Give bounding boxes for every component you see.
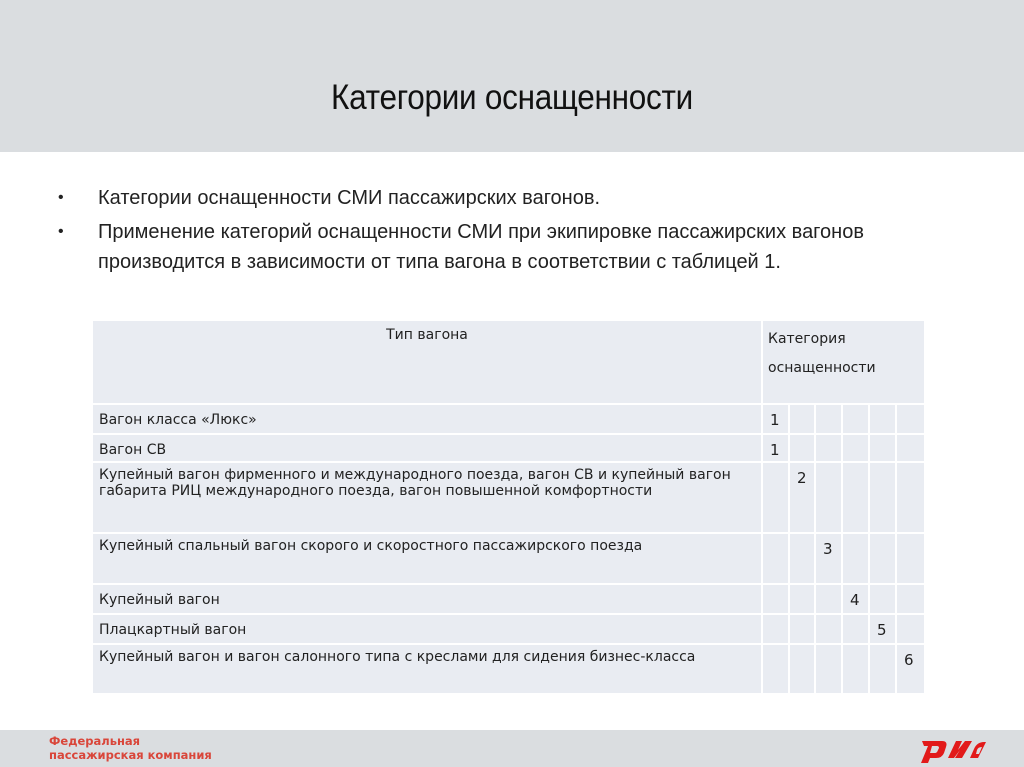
empty-cell: [869, 533, 896, 584]
bullet-text: Применение категорий оснащенности СМИ при экипировке пассажирских вагонов производится в зависимости от типа вагона в соответствии с таблицей 1.: [98, 221, 864, 273]
bullet-icon: •: [58, 223, 64, 240]
empty-cell: [815, 644, 842, 694]
category-cell: 2: [789, 462, 815, 533]
header-car-type: Тип вагона: [92, 320, 762, 404]
empty-cell: [869, 644, 896, 694]
empty-cell: [869, 584, 896, 614]
rzd-logo-icon: [918, 733, 988, 767]
empty-cell: [762, 584, 789, 614]
empty-cell: [842, 614, 869, 644]
empty-cell: [815, 404, 842, 434]
empty-cell: [789, 533, 815, 584]
table-row: [92, 584, 925, 614]
empty-cell: [869, 434, 896, 462]
car-type-cell: Купейный вагон: [92, 584, 762, 614]
category-cell: 1: [762, 404, 789, 434]
empty-cell: [789, 644, 815, 694]
empty-cell: [896, 434, 925, 462]
bullet-text: Категории оснащенности СМИ пассажирских вагонов.: [98, 187, 601, 209]
table-row: [92, 404, 925, 434]
category-cell: 5: [869, 614, 896, 644]
table-header-row: [92, 320, 925, 404]
car-type-cell: Вагон СВ: [92, 434, 762, 462]
slide-title: Категории оснащенности: [331, 78, 693, 117]
empty-cell: [896, 584, 925, 614]
bullet-list: [56, 183, 956, 277]
empty-cell: [815, 584, 842, 614]
table-row: [92, 462, 925, 533]
bullet-item: [56, 183, 956, 213]
empty-cell: [869, 462, 896, 533]
empty-cell: [842, 533, 869, 584]
empty-cell: [789, 584, 815, 614]
empty-cell: [815, 434, 842, 462]
empty-cell: [842, 434, 869, 462]
empty-cell: [896, 462, 925, 533]
empty-cell: [762, 533, 789, 584]
car-type-cell: Купейный вагон фирменного и международного поезда, вагон СВ и купейный вагон габарита РИЦ международного поезда, вагон повышенной комфортности: [92, 462, 762, 533]
footer-band: [0, 730, 1024, 767]
empty-cell: [815, 462, 842, 533]
company-name: [49, 734, 212, 762]
header-category: Категория оснащенности: [762, 320, 925, 404]
empty-cell: [762, 462, 789, 533]
table-row: [92, 614, 925, 644]
bullet-icon: •: [58, 189, 64, 206]
table-row: [92, 434, 925, 462]
empty-cell: [842, 404, 869, 434]
company-name-line1: Федеральная: [49, 734, 141, 748]
table-row: [92, 533, 925, 584]
category-cell: 1: [762, 434, 789, 462]
category-cell: 6: [896, 644, 925, 694]
car-type-cell: Вагон класса «Люкс»: [92, 404, 762, 434]
empty-cell: [762, 644, 789, 694]
car-type-cell: Плацкартный вагон: [92, 614, 762, 644]
title-band: [0, 0, 1024, 152]
empty-cell: [762, 614, 789, 644]
car-type-cell: Купейный вагон и вагон салонного типа с креслами для сидения бизнес-класса: [92, 644, 762, 694]
bullet-item: [56, 217, 956, 277]
category-cell: 3: [815, 533, 842, 584]
empty-cell: [842, 462, 869, 533]
empty-cell: [896, 614, 925, 644]
company-name-line2: пассажирская компания: [49, 748, 212, 762]
category-cell: 4: [842, 584, 869, 614]
empty-cell: [896, 533, 925, 584]
empty-cell: [789, 614, 815, 644]
car-type-cell: Купейный спальный вагон скорого и скоростного пассажирского поезда: [92, 533, 762, 584]
empty-cell: [789, 404, 815, 434]
empty-cell: [842, 644, 869, 694]
empty-cell: [896, 404, 925, 434]
empty-cell: [815, 614, 842, 644]
table-row: [92, 644, 925, 694]
empty-cell: [869, 404, 896, 434]
category-table: [91, 319, 926, 695]
empty-cell: [789, 434, 815, 462]
